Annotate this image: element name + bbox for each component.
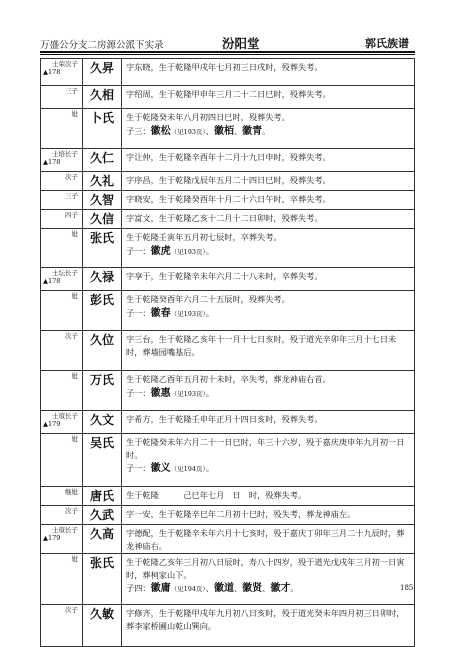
relation-cell [41,371,83,411]
biography-cell [122,371,415,411]
biography-text: 字三台，生于乾隆乙亥年十一月十七日亥时，殁于道光辛卯年三月十七日未时，葬墙园嘴基后。 [126,334,397,357]
child-name: 徽道 [213,583,234,594]
person-name: 吴氏 [83,434,122,487]
children-line [126,462,411,476]
page-reference: （见193页） [170,389,206,398]
person-row [41,411,415,434]
end-mark: 。 [205,307,214,318]
end-mark: 。 [205,463,214,473]
child-name: 徽松 [150,125,171,137]
children-line [126,125,411,139]
reference-mark: ▲179 [43,534,61,542]
person-name: 久武 [83,506,122,525]
relation-cell [41,191,83,210]
page-reference: （见193页） [170,247,206,256]
person-row [41,434,415,487]
biography-cell [122,172,415,191]
person-row [41,487,415,506]
relation-cell [41,291,83,331]
child-name: 徽春 [150,307,171,319]
children-line [126,245,411,259]
relation-label: 妣 [71,230,78,238]
name-separator: 、 [205,125,214,136]
child-name: 徽青 [242,125,263,137]
relation-cell [41,525,83,554]
person-row [41,506,415,525]
children-line [126,387,411,401]
child-name: 徽栢 [213,125,234,137]
biography-text: 字享于，生于乾隆辛未年六月二十八未时，卒葬失考。 [126,271,323,281]
relation-cell [41,331,83,371]
biography-text: 生于乾隆 己巳年七月 日 时，殁葬失考。 [126,490,307,500]
page-reference: （见194页） [170,465,206,473]
end-mark: 。 [205,387,214,398]
header-book-title: 郭氏族谱 [365,37,409,50]
relation-label: 妣 [71,110,78,118]
person-row [41,331,415,371]
genealogy-table [40,58,415,647]
relation-label: 妣 [71,292,78,300]
biography-cell [122,229,415,268]
biography-text: 字东晓，生于乾隆甲戌年七月初三日戌时，殁葬失考。 [126,62,323,72]
children-line [126,307,411,321]
person-row [41,605,415,647]
biography-text: 字绍周，生于乾隆甲申年三月二十二日巳时，殁葬失考。 [126,89,331,99]
biography-text: 生于乾隆乙亥年三月初八日辰时，寿八十四岁，殁于道光戊戌年三月初一日寅时，葬柯家山下。 [126,557,405,580]
relation-label: 士瑄长子 [52,526,78,534]
relation-cell [41,605,83,647]
relation-label: 次子 [65,507,78,515]
child-name: 徽义 [150,463,171,474]
relation-cell [41,210,83,229]
biography-cell [122,605,415,647]
children-line [126,582,414,596]
children-prefix: 子一： [126,245,151,256]
biography-cell [122,86,415,109]
person-name: 张氏 [83,554,122,605]
header-rule-thin [40,54,415,55]
person-name: 卜氏 [83,109,122,149]
biography-cell [122,506,415,525]
child-name: 徽才 [270,583,291,594]
relation-cell [41,434,83,487]
relation-label: 继妣 [65,488,78,496]
biography-text: 字德配，生于乾隆辛未年六月十七亥时，殁于嘉庆丁卯年三月二十九辰时，葬龙神庙右。 [126,528,405,551]
biography-text: 生于乾隆乙酉年五月初十未时，卒失考，葬龙神庙右首。 [126,374,331,384]
name-separator: 、 [262,583,271,593]
relation-label: 次子 [65,332,78,340]
person-row [41,191,415,210]
relation-cell [41,411,83,434]
children-prefix: 子一： [126,307,151,318]
relation-cell [41,149,83,172]
name-separator: 、 [233,125,243,136]
person-row [41,86,415,109]
person-row [41,525,415,554]
relation-label: 士瑄长子 [52,412,78,420]
relation-label: 妣 [71,435,78,443]
reference-mark: ▲178 [43,277,61,285]
person-name: 久敏 [83,605,122,647]
person-row [41,371,415,411]
person-row [41,268,415,291]
biography-cell [122,59,415,86]
relation-label: 三子 [65,87,78,95]
child-name: 徽贤 [242,583,263,594]
person-name: 久信 [83,210,122,229]
relation-label: 士荣次子 [52,60,78,68]
relation-cell [41,109,83,149]
page-reference: （见193页） [170,127,206,136]
relation-cell [41,487,83,506]
biography-text: 字一安，生于乾隆辛巳年二月初十巳时，殁失考，葬龙神庙左。 [126,509,356,519]
person-name: 久昇 [83,59,122,86]
biography-cell [122,554,415,605]
relation-label: 次子 [65,173,78,181]
person-name: 张氏 [83,229,122,268]
header-hall-name: 汾阳堂 [222,36,260,51]
relation-cell [41,506,83,525]
biography-cell [122,291,415,331]
biography-text: 字晓安，生于乾隆癸酉年十月二十六日午时，卒葬失考。 [126,194,331,204]
person-name: 彭氏 [83,291,122,331]
biography-cell [122,191,415,210]
end-mark: 。 [205,245,214,256]
page-number: 185 [400,584,414,592]
person-name: 久位 [83,331,122,371]
biography-cell [122,411,415,434]
biography-cell [122,149,415,172]
biography-cell [122,487,415,506]
relation-label: 士培长子 [52,150,78,158]
biography-cell [122,525,415,554]
biography-cell [122,268,415,291]
biography-text: 字修齐，生于乾隆甲戌年九月初八日亥时，殁于道光癸未年四月初三日卯时，葬李家桥圃山乾山巽向。 [126,608,405,631]
biography-text: 生于乾隆癸未年六月二十一日巳时，年三十六岁，殁于嘉庆庚申年九月初一日 时。 [126,437,413,460]
reference-mark: ▲178 [43,68,61,76]
person-row [41,59,415,86]
person-row [41,109,415,149]
child-name: 徽惠 [150,387,171,399]
person-name: 久禄 [83,268,122,291]
name-separator: 、 [205,583,214,593]
relation-label: 四子 [65,211,78,219]
children-prefix: 子三： [126,125,151,136]
biography-text: 字让仲，生于乾隆辛酉年十二月十九日申时，殁葬失考。 [126,152,331,162]
end-mark: 。 [262,125,271,136]
biography-text: 字富文，生于乾隆乙亥十二月十二日卯时，殁葬失考。 [126,213,323,223]
relation-label: 士坛长子 [52,269,78,277]
person-row [41,210,415,229]
reference-mark: ▲179 [43,420,61,428]
relation-label: 妣 [71,372,78,380]
biography-text: 字序昌，生于乾隆戊辰年五月二十四日巳时，殁葬失考。 [126,175,331,185]
person-name: 万氏 [83,371,122,411]
person-name: 久智 [83,191,122,210]
person-name: 久仁 [83,149,122,172]
biography-cell [122,331,415,371]
children-prefix: 子一： [126,387,151,398]
biography-cell [122,434,415,487]
person-row [41,291,415,331]
person-row [41,229,415,268]
person-name: 久高 [83,525,122,554]
person-row [41,554,415,605]
relation-cell [41,86,83,109]
relation-label: 次子 [65,606,78,614]
person-row [41,172,415,191]
relation-cell [41,268,83,291]
person-row [41,149,415,172]
page-reference: （见193页） [170,309,206,318]
biography-text: 字希方，生于乾隆壬申年正月十四日亥时，殁葬失考。 [126,414,323,424]
relation-cell [41,59,83,86]
page-reference: （见194页） [170,585,206,593]
relation-label: 妣 [71,555,78,563]
biography-cell [122,210,415,229]
biography-text: 生于乾隆癸酉年六月二十五辰时，殁葬失考。 [126,294,290,304]
person-name: 久礼 [83,172,122,191]
biography-text: 生于乾隆壬寅年五月初七辰时，卒葬失考。 [126,232,282,242]
person-name: 久相 [83,86,122,109]
page-header [40,36,415,50]
child-name: 徽庸 [150,583,171,594]
children-prefix: 子一： [126,463,151,473]
header-rule-thick [40,51,415,53]
end-mark: 。 [290,583,299,593]
person-name: 久文 [83,411,122,434]
child-name: 徽虎 [150,245,171,257]
relation-cell [41,554,83,605]
header-lineage: 万盛公分支二房源公派下实录 [40,40,164,51]
biography-text: 生于乾隆癸未年八月初四日巳时，殁葬失考。 [126,112,290,122]
children-prefix: 子四： [126,583,151,593]
person-name: 唐氏 [83,487,122,506]
relation-cell [41,229,83,268]
name-separator: 、 [233,583,243,593]
reference-mark: ▲178 [43,158,61,166]
relation-label: 三子 [65,192,78,200]
relation-cell [41,172,83,191]
biography-cell [122,109,415,149]
